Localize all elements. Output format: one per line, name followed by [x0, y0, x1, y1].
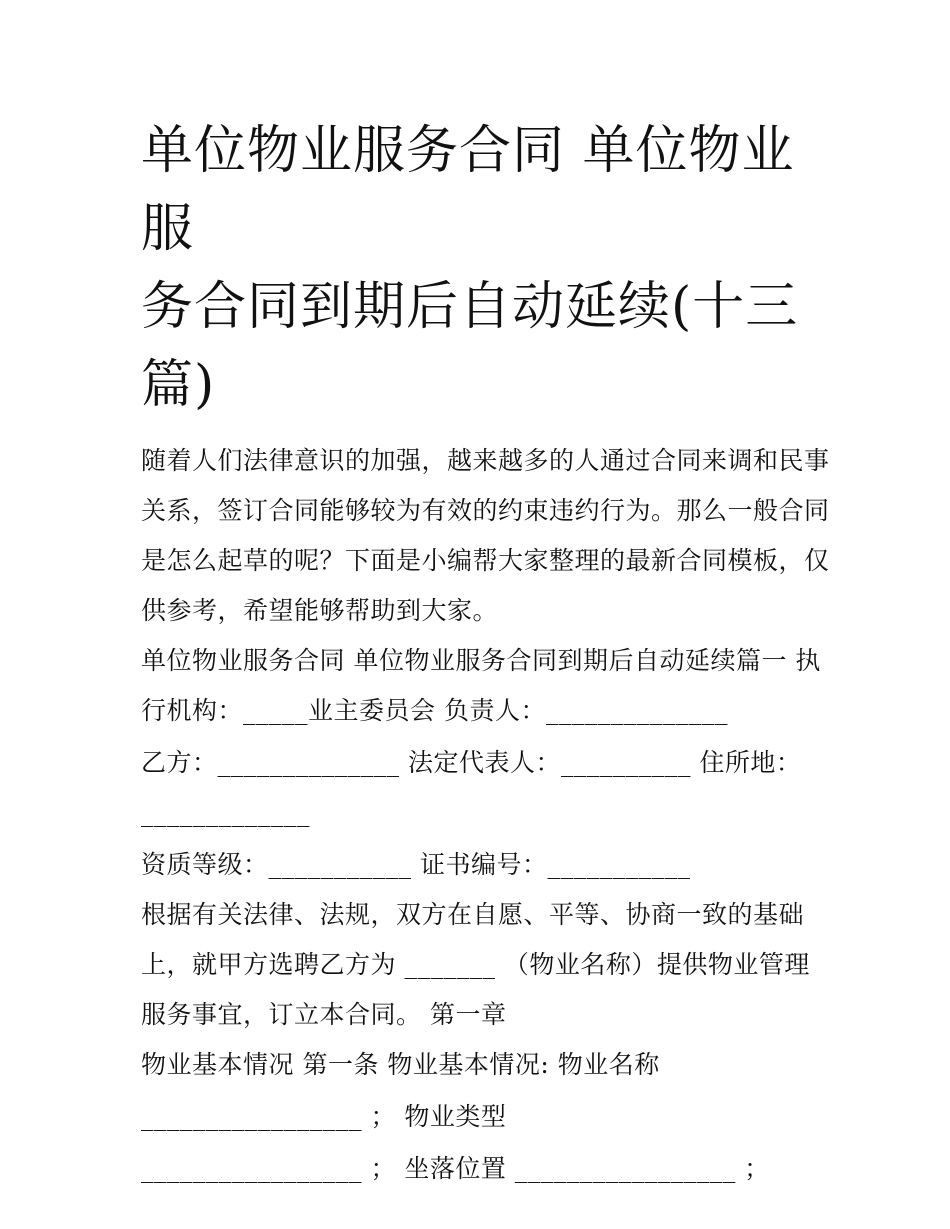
address-blank-line: _____________: [141, 798, 310, 827]
basis-line-1: 根据有关法律、法规，双方在自愿、平等、协商一致的基础: [141, 900, 805, 929]
intro-line-4: 供参考，希望能够帮助到大家。: [141, 596, 499, 625]
document-body: [141, 436, 830, 1194]
contract-heading-line-2: 行机构：_____业主委员会 负责人：______________: [141, 696, 728, 725]
qualification-line: 资质等级：___________ 证书编号：___________: [141, 850, 691, 879]
document-title: [141, 112, 821, 424]
title-line-3: 篇): [141, 355, 216, 415]
property-location-line: _________________ ； 坐落位置 _________________ ；: [141, 1154, 770, 1183]
document-page: [141, 112, 830, 1194]
property-name-line: _________________ ； 物业类型: [141, 1102, 507, 1131]
title-line-2: 务合同到期后自动延续(十三: [141, 277, 799, 337]
intro-line-3: 是怎么起草的呢？下面是小编帮大家整理的最新合同模板，仅: [141, 546, 830, 575]
party-b-line: 乙方：______________ 法定代表人：__________ 住所地：: [141, 748, 802, 777]
title-line-1: 单位物业服务合同 单位物业服: [141, 121, 795, 259]
property-info-line: 物业基本情况 第一条 物业基本情况: 物业名称: [141, 1050, 660, 1079]
contract-heading-line-1: 单位物业服务合同 单位物业服务合同到期后自动延续篇一 执: [141, 646, 821, 675]
basis-line-3: 服务事宜，订立本合同。 第一章: [141, 1000, 507, 1029]
basis-line-2: 上，就甲方选聘乙方为 _______ （物业名称）提供物业管理: [141, 950, 810, 979]
intro-line-1: 随着人们法律意识的加强，越来越多的人通过合同来调和民事: [141, 446, 830, 475]
intro-line-2: 关系，签订合同能够较为有效的约束违约行为。那么一般合同: [141, 496, 830, 525]
